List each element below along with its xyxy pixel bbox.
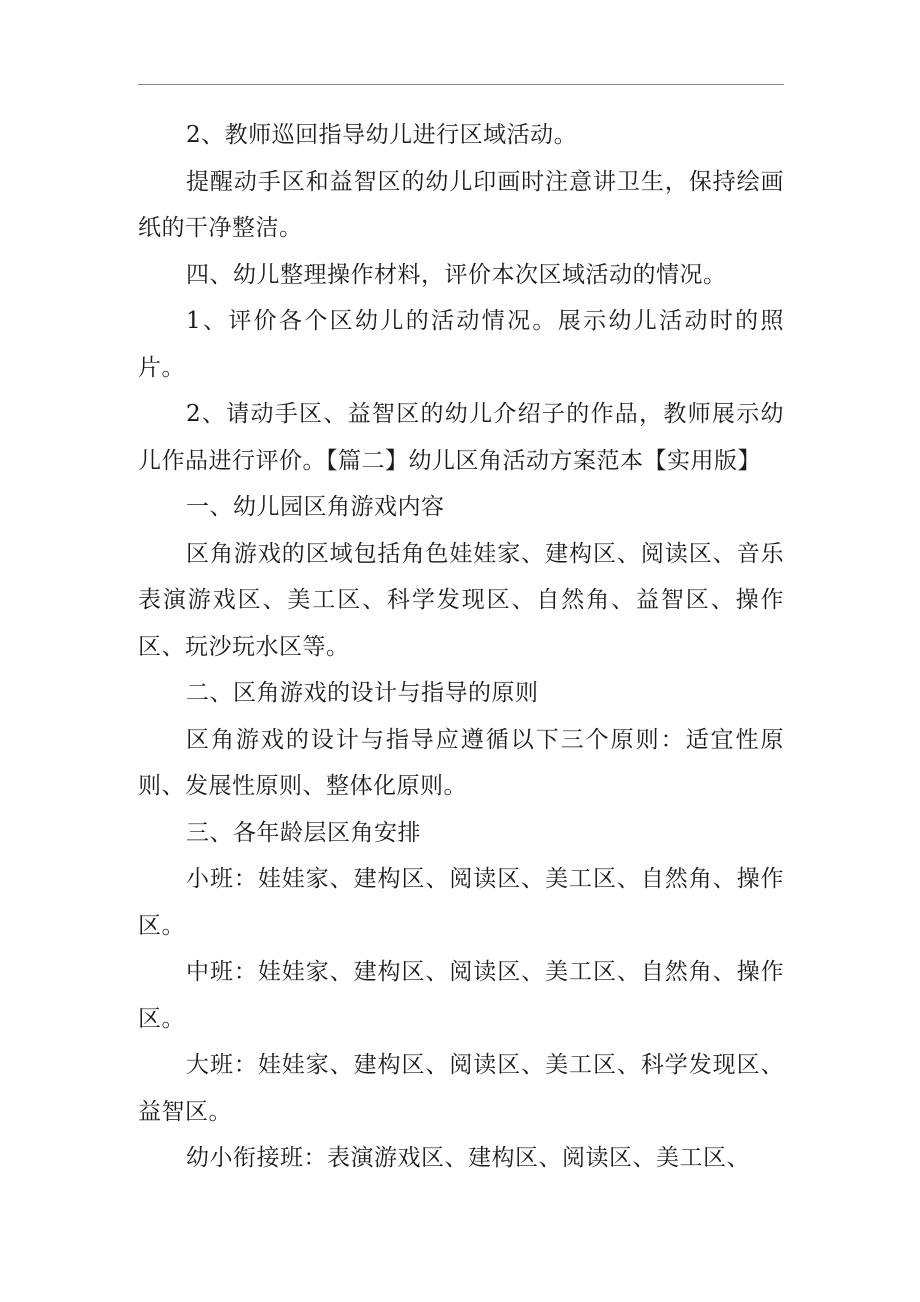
paragraph: 中班：娃娃家、建构区、阅读区、美工区、自然角、操作区。 <box>138 959 784 1032</box>
paragraph: 2、教师巡回指导幼儿进行区域活动。 <box>186 122 578 148</box>
paragraph: 区角游戏的区域包括角色娃娃家、建构区、阅读区、音乐表演游戏区、美工区、科学发现区、自然角、益智区、操作区、玩沙玩水区等。 <box>138 540 784 660</box>
paragraph: 区角游戏的设计与指导应遵循以下三个原则：适宜性原则、发展性原则、整体化原则。 <box>138 726 784 799</box>
section-heading: 一、幼儿园区角游戏内容 <box>186 494 445 520</box>
section-heading: 二、区角游戏的设计与指导的原则 <box>186 680 539 706</box>
header-divider <box>138 84 784 85</box>
paragraph: 四、幼儿整理操作材料，评价本次区域活动的情况。 <box>186 261 727 288</box>
paragraph: 2、请动手区、益智区的幼儿介绍子的作品，教师展示幼儿作品进行评价。【篇二】幼儿区角活动方案范本【实用版】 <box>138 401 784 474</box>
section-heading: 三、各年龄层区角安排 <box>186 819 421 846</box>
paragraph: 1、评价各个区幼儿的活动情况。展示幼儿活动时的照片。 <box>138 308 784 381</box>
paragraph: 小班：娃娃家、建构区、阅读区、美工区、自然角、操作区。 <box>138 866 784 939</box>
paragraph: 提醒动手区和益智区的幼儿印画时注意讲卫生，保持绘画纸的干净整洁。 <box>138 168 784 241</box>
document-body <box>138 112 784 1182</box>
paragraph: 大班：娃娃家、建构区、阅读区、美工区、科学发现区、益智区。 <box>138 1052 784 1125</box>
paragraph: 幼小衔接班：表演游戏区、建构区、阅读区、美工区、 <box>186 1145 750 1171</box>
